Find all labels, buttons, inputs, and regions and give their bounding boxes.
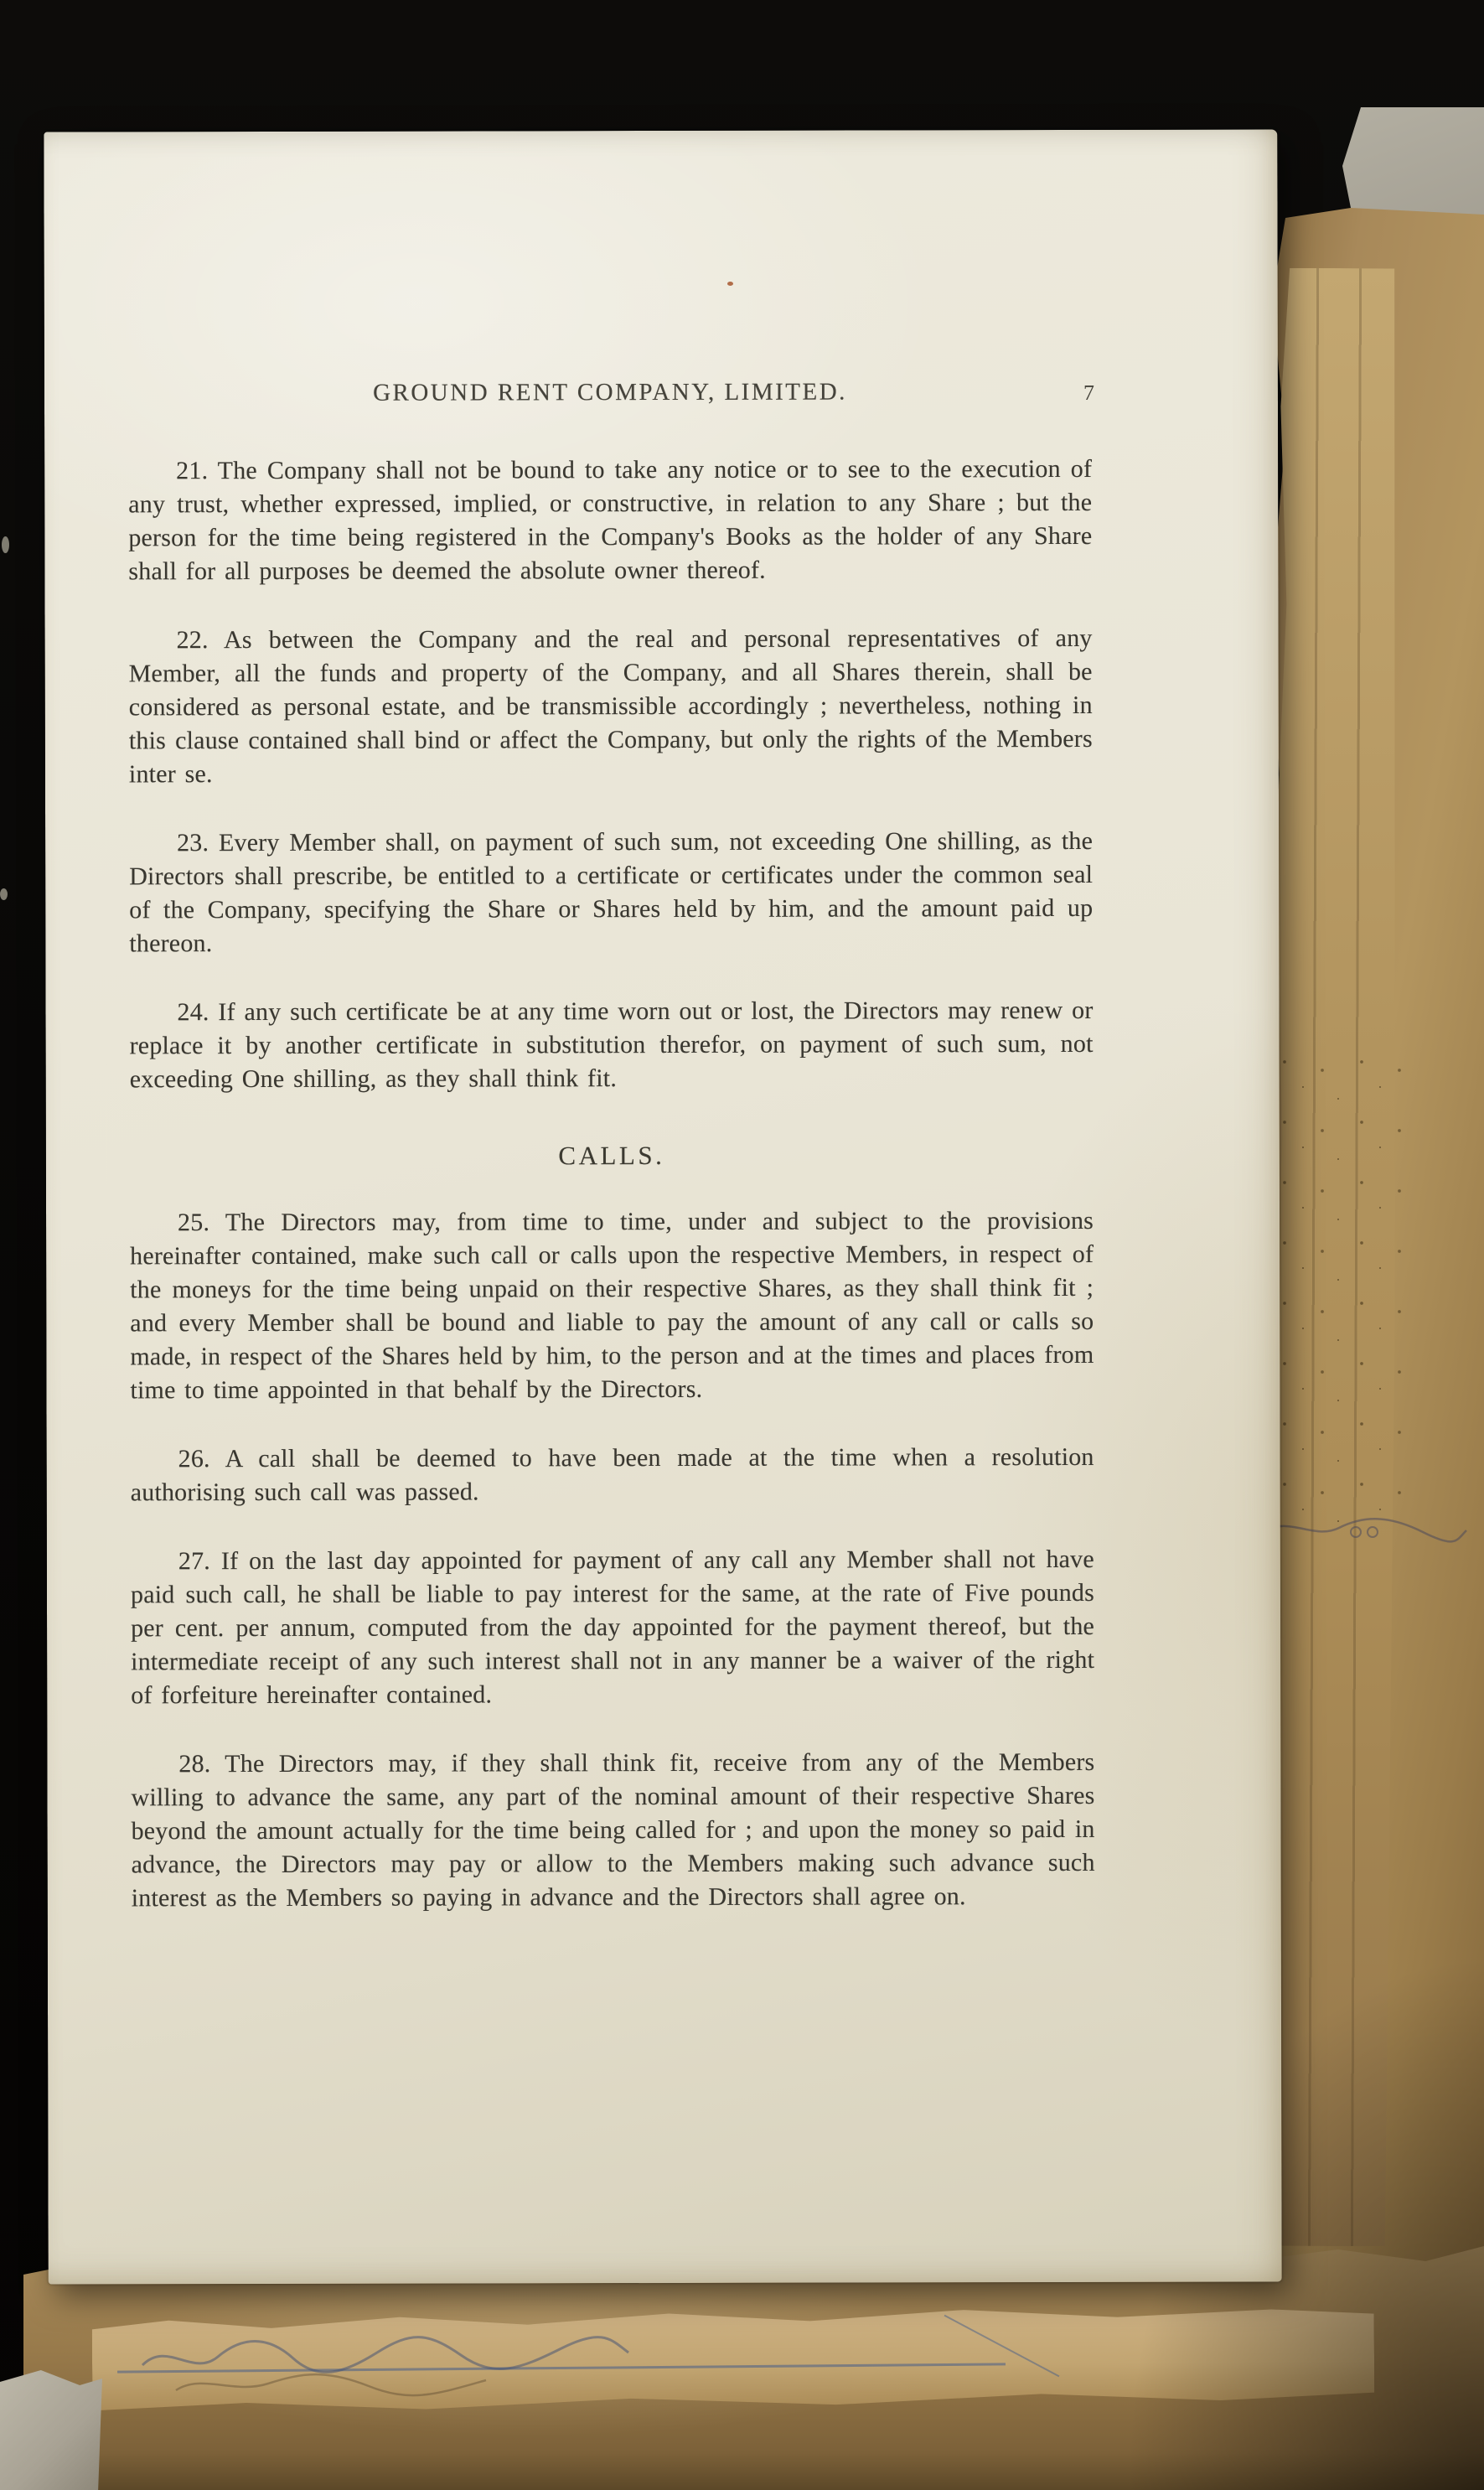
clause-23: 23. Every Member shall, on payment of such sum, not exceeding One shilling, as the Directors shall prescribe, be entitled to a certificate or certificates under the common seal of the Company, specifying the Share or Shares held by him, and the amount paid up thereon.: [129, 826, 1094, 958]
clause-22: 22. As between the Company and the real and personal representatives of any Member, all the funds and property of the Company, and all Shares therein, shall be considered as personal estate, and be transmissible accordingly ; nevertheless, nothing in this clause contained shall bind or affect the Company, but only the rights of the Members inter se.: [128, 624, 1093, 789]
paper-scrap-bottom-left: [0, 2370, 102, 2490]
clause-28: 28. The Directors may, if they shall think fit, receive from any of the Members willing to advance the same, any part of the nominal amount of their respective Shares beyond the amount actually for the time being called for ; and upon the money so paid in advance, the Directors may pay or allow to the Members making such advance such interest as the Members so paying in advance and the Directors shall agree on.: [131, 1747, 1095, 1913]
handwriting-marks-right: [1255, 1499, 1473, 1557]
clause-26: 26. A call shall be deemed to have been made at the time when a resolution authorising such call was passed.: [130, 1442, 1094, 1507]
page-body: [128, 453, 1095, 1915]
edge-speck: [0, 888, 8, 900]
clause-24: 24. If any such certificate be at any time worn out or lost, the Directors may renew or replace it by another certificate in substitution therefor, on payment of such sum, not exceeding One shilling, as they shall think fit.: [129, 996, 1094, 1094]
clause-27: 27. If on the last day appointed for payment of any call any Member shall not have paid such call, he shall be liable to pay interest for the same, at the rate of Five pounds per cent. per annum, computed from the day appointed for the payment thereof, but the intermediate receipt of any such interest shall not in any manner be a waiver of the right of forfeiture hereinafter contained.: [130, 1545, 1095, 1710]
handwriting-marks-bottom: [126, 2306, 645, 2407]
paper-speckles: [1276, 1052, 1402, 1530]
clause-21: 21. The Company shall not be bound to take any notice or to see to the execution of any trust, whether expressed, implied, or constructive, in relation to any Share ; but the person for the time being registered in the Company's Books as the holder of any Share shall for all purposes be deemed the absolute owner thereof.: [128, 454, 1093, 586]
edge-speck: [2, 536, 9, 553]
page-header: [128, 378, 1095, 407]
clause-25: 25. The Directors may, from time to time, under and subject to the provisions hereinafter contained, make such call or calls upon the respective Members, in respect of the moneys for the time being unpaid on their respective Shares, as they shall think fit ; and every Member shall be bound and liable to pay the amount of any call or calls so made, in respect of the Shares held by him, to the person and at the times and places from time to time appointed in that behalf by the Directors.: [130, 1206, 1094, 1405]
section-heading-calls: CALLS.: [558, 1140, 665, 1171]
red-fleck: [727, 282, 733, 286]
document-page: [44, 129, 1281, 2284]
page-number: 7: [1083, 380, 1095, 405]
running-title: GROUND RENT COMPANY, LIMITED.: [373, 378, 847, 406]
